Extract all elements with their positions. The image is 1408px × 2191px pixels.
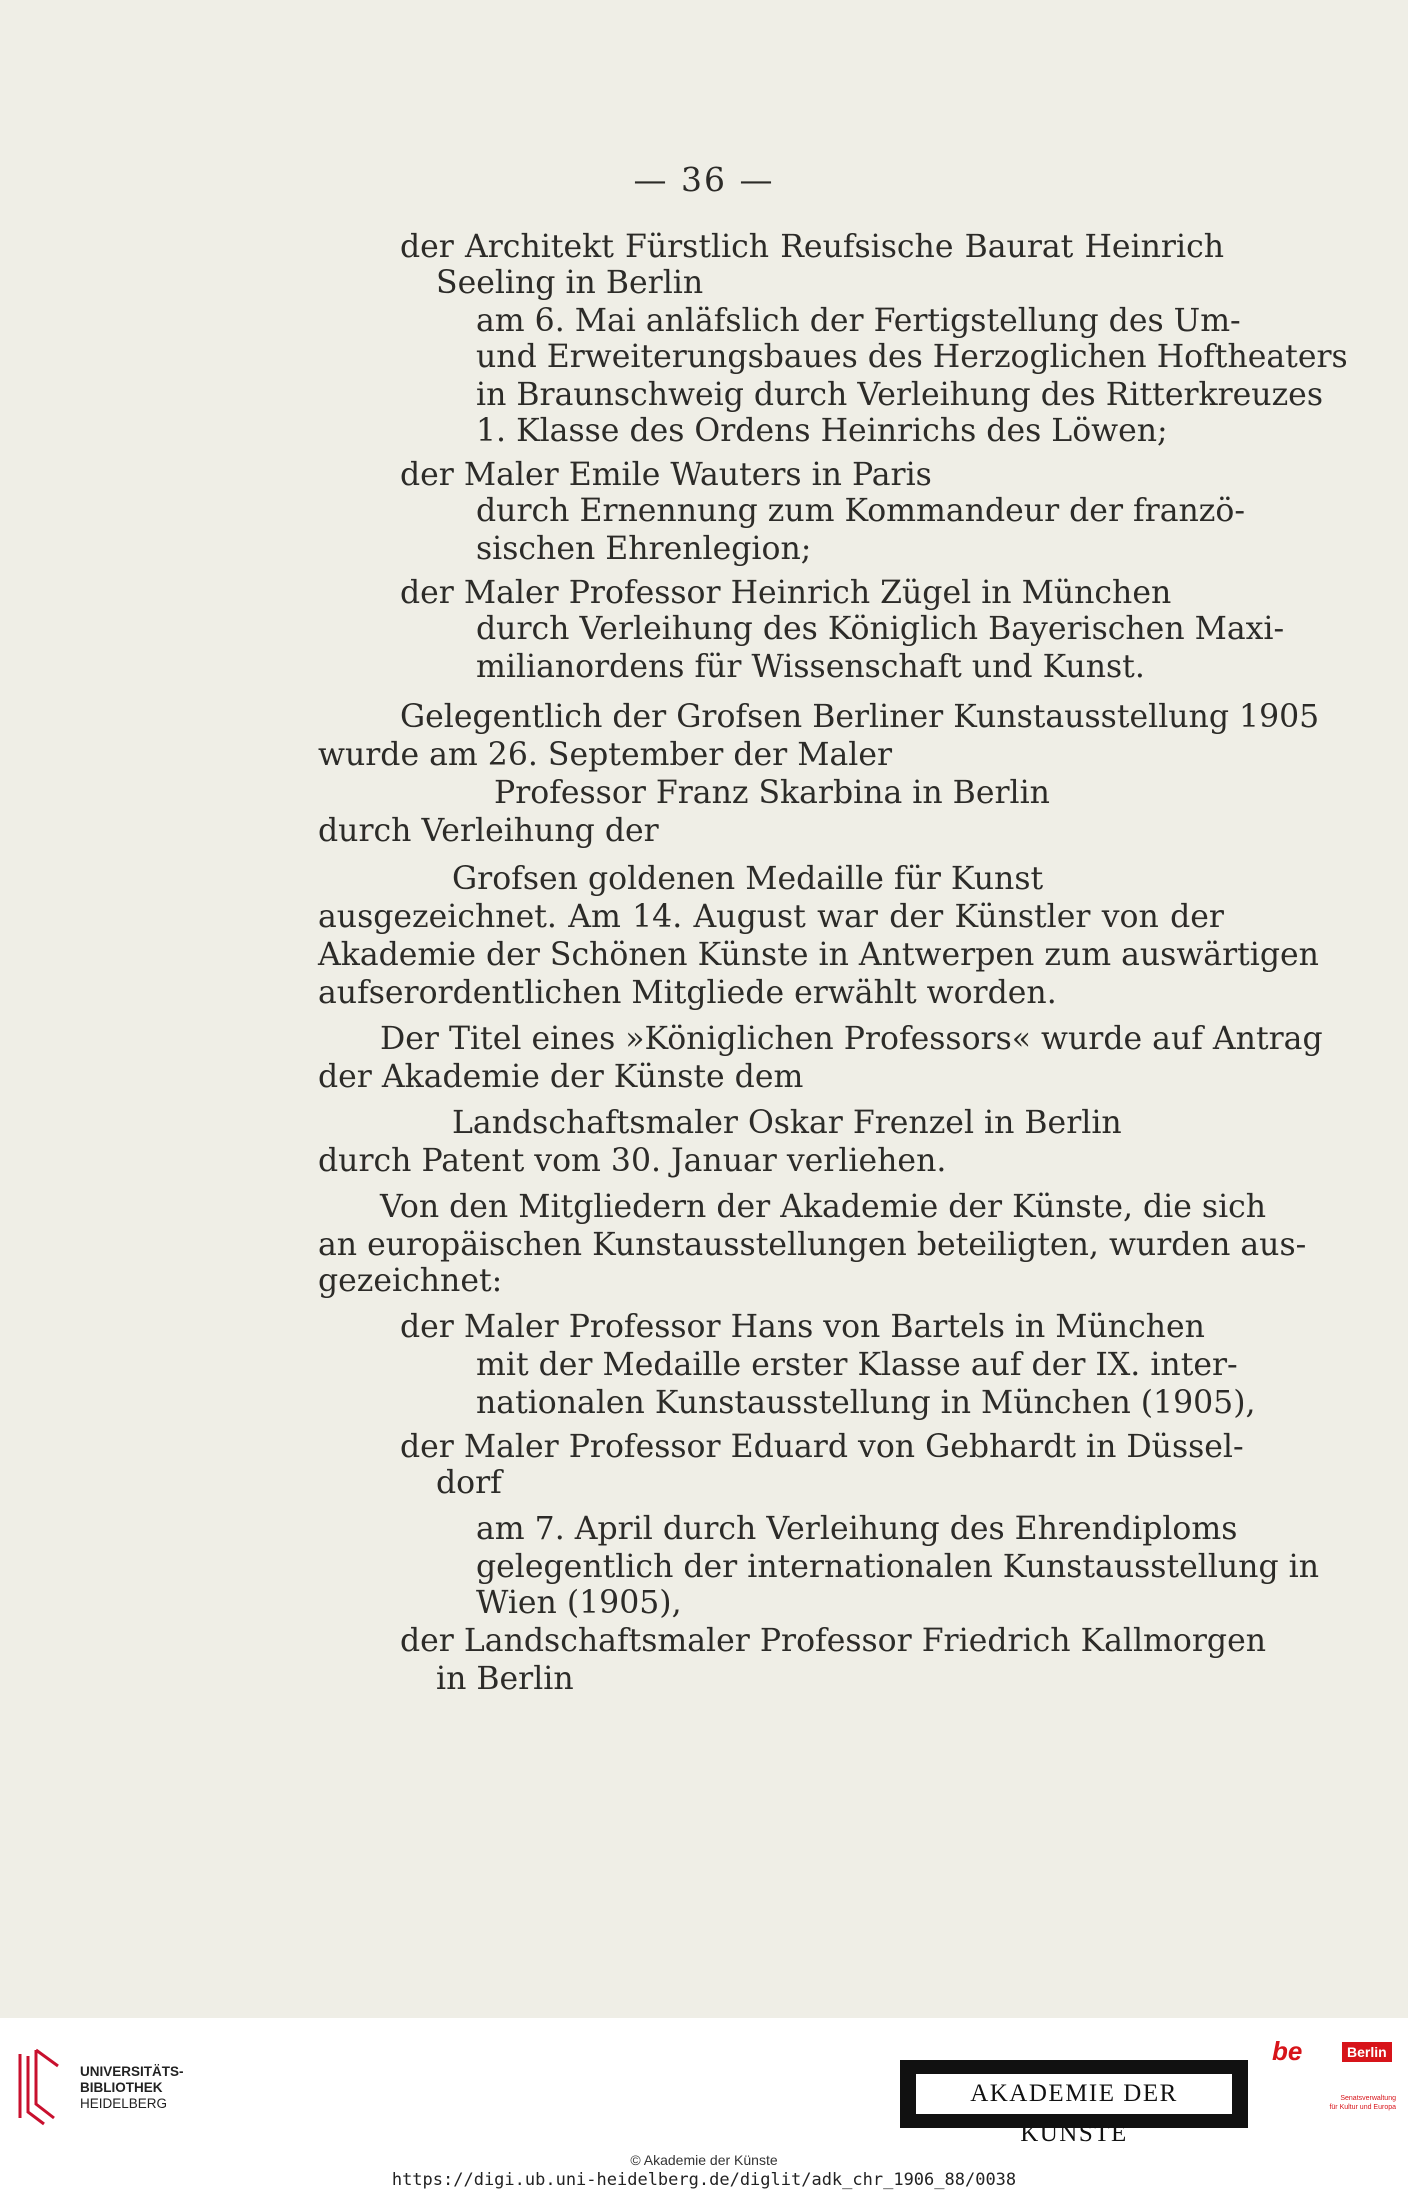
text-line: gelegentlich der internationalen Kunstausstellung in <box>476 1549 1320 1585</box>
text-line: sischen Ehrenlegion; <box>476 531 812 567</box>
text-line: der Maler Emile Wauters in Paris <box>400 457 932 493</box>
text-line: Von den Mitgliedern der Akademie der Künste, die sich <box>380 1189 1267 1225</box>
text-line: der Architekt Fürstlich Reufsische Baurat Heinrich <box>400 229 1224 265</box>
page-number: — 36 — <box>633 160 775 199</box>
berlin-be-mark: be <box>1272 2036 1303 2066</box>
akademie-der-kuenste-logo[interactable] <box>900 2060 1248 2147</box>
text-line: milianordens für Wissenschaft und Kunst. <box>476 649 1145 685</box>
text-line: Akademie der Schönen Künste in Antwerpen zum auswärtigen <box>318 937 1319 973</box>
text-line: nationalen Kunstausstellung in München (1905), <box>476 1385 1256 1421</box>
ub-heidelberg-text <box>80 2064 184 2112</box>
berlin-subtitle-2: für Kultur und Europa <box>1329 2104 1396 2111</box>
text-line: der Maler Professor Hans von Bartels in München <box>400 1309 1205 1345</box>
ub-line-3: HEIDELBERG <box>80 2096 168 2111</box>
ub-heidelberg-logo[interactable] <box>14 2042 194 2132</box>
berlin-subtitle <box>1306 2094 1396 2112</box>
text-line: Grofsen goldenen Medaille für Kunst <box>452 861 1044 897</box>
text-line: ausgezeichnet. Am 14. August war der Künstler von der <box>318 899 1224 935</box>
copyright-notice: © Akademie der Künste <box>630 2152 778 2168</box>
text-line: durch Ernennung zum Kommandeur der franzö- <box>476 493 1246 529</box>
text-line: und Erweiterungsbaues des Herzoglichen Hoftheaters <box>476 339 1348 375</box>
text-line: Seeling in Berlin <box>436 265 704 301</box>
text-line: der Akademie der Künste dem <box>318 1059 804 1095</box>
ub-heidelberg-emblem-icon <box>14 2046 74 2126</box>
text-line: Landschaftsmaler Oskar Frenzel in Berlin <box>452 1105 1122 1141</box>
text-line: der Landschaftsmaler Professor Friedrich Kallmorgen <box>400 1623 1267 1659</box>
text-line: mit der Medaille erster Klasse auf der IX. inter- <box>476 1347 1238 1383</box>
text-line: Wien (1905), <box>476 1585 682 1621</box>
text-line: gezeichnet: <box>318 1263 503 1299</box>
berlin-senate-logo[interactable] <box>1268 2032 1396 2132</box>
text-line: an europäischen Kunstausstellungen beteiligten, wurden aus- <box>318 1227 1307 1263</box>
text-line: Gelegentlich der Grofsen Berliner Kunstausstellung 1905 <box>400 699 1320 735</box>
adk-label: AKADEMIE DER KÜNSTE <box>916 2074 1232 2114</box>
text-line: aufserordentlichen Mitgliede erwählt worden. <box>318 975 1057 1011</box>
text-line: durch Verleihung der <box>318 813 659 849</box>
text-line: durch Verleihung des Königlich Bayerischen Maxi- <box>476 611 1285 647</box>
text-line: in Braunschweig durch Verleihung des Ritterkreuzes <box>476 377 1323 413</box>
ub-line-2: BIBLIOTHEK <box>80 2080 163 2095</box>
text-line: dorf <box>436 1465 502 1501</box>
berlin-subtitle-1: Senatsverwaltung <box>1340 2095 1396 2102</box>
text-line: Professor Franz Skarbina in Berlin <box>494 775 1050 811</box>
ub-line-1: UNIVERSITÄTS- <box>80 2064 184 2079</box>
text-line: durch Patent vom 30. Januar verliehen. <box>318 1143 947 1179</box>
berlin-label: Berlin <box>1342 2042 1392 2062</box>
text-line: der Maler Professor Heinrich Zügel in München <box>400 575 1172 611</box>
text-line: am 6. Mai anläfslich der Fertigstellung des Um- <box>476 303 1241 339</box>
text-line: wurde am 26. September der Maler <box>318 737 893 773</box>
text-line: am 7. April durch Verleihung des Ehrendiploms <box>476 1511 1238 1547</box>
permalink-url[interactable]: https://digi.ub.uni-heidelberg.de/diglit/adk_chr_1906_88/0038 <box>391 2170 1017 2190</box>
text-line: Der Titel eines »Königlichen Professors« wurde auf Antrag <box>380 1021 1323 1057</box>
text-line: in Berlin <box>436 1661 574 1697</box>
text-line: der Maler Professor Eduard von Gebhardt in Düssel- <box>400 1429 1244 1465</box>
text-line: 1. Klasse des Ordens Heinrichs des Löwen; <box>476 413 1168 449</box>
